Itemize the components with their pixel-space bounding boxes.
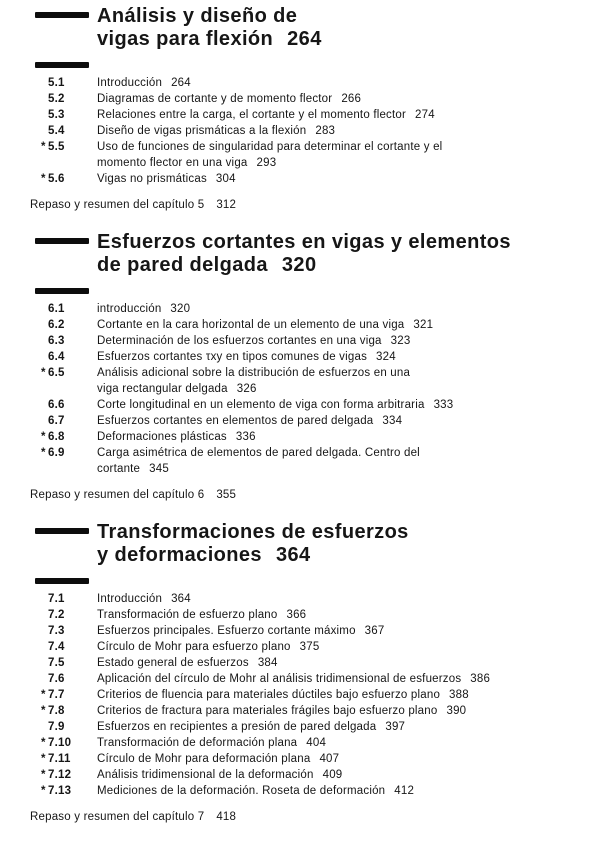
toc-item-text: Esfuerzos en recipientes a presión de pared delgada bbox=[97, 721, 377, 733]
toc-item-text-line bbox=[97, 123, 582, 139]
toc-item-text: Criterios de fractura para materiales frágiles bajo esfuerzo plano bbox=[97, 705, 438, 717]
toc-item bbox=[30, 349, 582, 365]
toc-item-number-value: 7.6 bbox=[48, 673, 65, 685]
toc-item bbox=[30, 413, 582, 429]
toc-item-number-value: 7.3 bbox=[48, 625, 65, 637]
toc-item-body bbox=[97, 671, 582, 687]
chapter-title-line bbox=[97, 28, 582, 51]
chapter-title-line bbox=[97, 231, 582, 254]
chapter-review-label: Repaso y resumen del capítulo 7 bbox=[30, 811, 205, 823]
toc-item-page: 264 bbox=[171, 77, 191, 89]
toc-item-body bbox=[97, 397, 582, 413]
chapter-title-line bbox=[97, 544, 582, 567]
toc-item-text-line bbox=[97, 671, 582, 687]
toc-item-text-line bbox=[97, 381, 582, 397]
toc-item-text-line bbox=[97, 397, 582, 413]
toc-item-page: 364 bbox=[171, 593, 191, 605]
toc-item-number-value: 6.5 bbox=[48, 367, 65, 379]
toc-item-text: Esfuerzos principales. Esfuerzo cortante máximo bbox=[97, 625, 356, 637]
toc-item-number-value: 5.1 bbox=[48, 77, 65, 89]
toc-item-page: 390 bbox=[446, 705, 467, 717]
toc-item-text-line bbox=[97, 655, 582, 671]
toc-item bbox=[30, 767, 582, 783]
toc-item bbox=[30, 123, 582, 139]
toc-item-page: 293 bbox=[256, 157, 277, 169]
toc-item-number bbox=[30, 767, 97, 783]
toc-item-body bbox=[97, 301, 582, 317]
toc-item-text: Relaciones entre la carga, el cortante y el momento flector bbox=[97, 109, 407, 121]
toc-item-body bbox=[97, 767, 582, 783]
toc-item-text-line bbox=[97, 623, 582, 639]
chapter-rule-top bbox=[35, 528, 89, 534]
toc-item-text-line bbox=[97, 703, 582, 719]
toc-item-number-value: 7.8 bbox=[48, 705, 65, 717]
toc-item-text-line bbox=[97, 719, 582, 735]
toc-item-text: Diagramas de cortante y de momento flector bbox=[97, 93, 333, 105]
toc-item-page: 266 bbox=[341, 93, 362, 105]
toc-item-star: * bbox=[41, 785, 46, 797]
toc-item-number-value: 7.10 bbox=[48, 737, 72, 749]
toc-item bbox=[30, 75, 582, 91]
toc-item-body bbox=[97, 607, 582, 623]
toc-item-page: 409 bbox=[322, 769, 343, 781]
toc-item-number-value: 5.6 bbox=[48, 173, 65, 185]
toc-item-number bbox=[30, 397, 97, 413]
toc-item-number bbox=[30, 301, 97, 317]
toc-item-number-value: 5.2 bbox=[48, 93, 65, 105]
toc-item-text: introducción bbox=[97, 303, 162, 315]
toc-item-star: * bbox=[41, 689, 46, 701]
toc-item bbox=[30, 91, 582, 107]
toc-item-body bbox=[97, 123, 582, 139]
toc-item-text-line bbox=[97, 751, 582, 767]
toc-item-text-line bbox=[97, 461, 582, 477]
toc-item bbox=[30, 671, 582, 687]
chapter-header bbox=[30, 231, 582, 277]
toc-item-page: 333 bbox=[433, 399, 454, 411]
toc-item-number bbox=[30, 607, 97, 623]
toc-item-text: Esfuerzos cortantes τxy en tipos comunes de vigas bbox=[97, 351, 368, 363]
toc-item-number bbox=[30, 107, 97, 123]
toc-item-page: 326 bbox=[236, 383, 257, 395]
section-list bbox=[30, 75, 582, 187]
chapter-review bbox=[30, 811, 582, 823]
chapter-review-page: 418 bbox=[216, 811, 237, 823]
toc-item-text: Análisis adicional sobre la distribución de esfuerzos en una bbox=[97, 367, 411, 379]
toc-item-page: 404 bbox=[306, 737, 327, 749]
toc-item-star: * bbox=[41, 431, 46, 443]
toc-item-body bbox=[97, 591, 582, 607]
toc-item-number-value: 6.1 bbox=[48, 303, 65, 315]
toc-item-body bbox=[97, 317, 582, 333]
chapter-title bbox=[97, 231, 582, 277]
toc-item-body bbox=[97, 429, 582, 445]
toc-item-text: Criterios de fluencia para materiales dúctiles bajo esfuerzo plano bbox=[97, 689, 441, 701]
toc-item-body bbox=[97, 639, 582, 655]
toc-item-body bbox=[97, 445, 582, 477]
toc-item bbox=[30, 317, 582, 333]
toc-item-number bbox=[30, 687, 97, 703]
toc-item-number bbox=[30, 655, 97, 671]
toc-item-page: 407 bbox=[319, 753, 340, 765]
toc-item-text: Transformación de esfuerzo plano bbox=[97, 609, 278, 621]
toc-item-number bbox=[30, 783, 97, 799]
section-list bbox=[30, 301, 582, 477]
toc-item-text: momento flector en una viga bbox=[97, 157, 248, 169]
toc-item-text-line bbox=[97, 429, 582, 445]
toc-item-text: Corte longitudinal en un elemento de viga con forma arbitraria bbox=[97, 399, 425, 411]
toc-item bbox=[30, 639, 582, 655]
toc-item-star: * bbox=[41, 447, 46, 459]
toc-item-number-value: 6.7 bbox=[48, 415, 65, 427]
toc-item bbox=[30, 751, 582, 767]
toc-item-text: Introducción bbox=[97, 77, 163, 89]
toc-item-text: Cortante en la cara horizontal de un elemento de una viga bbox=[97, 319, 405, 331]
chapter-rule-top bbox=[35, 238, 89, 244]
toc-item-body bbox=[97, 687, 582, 703]
toc-item-text: Uso de funciones de singularidad para determinar el cortante y el bbox=[97, 141, 443, 153]
toc-item bbox=[30, 623, 582, 639]
toc-item-number-value: 6.4 bbox=[48, 351, 65, 363]
toc-item-text: Introducción bbox=[97, 593, 163, 605]
toc-item-text-line bbox=[97, 687, 582, 703]
toc-item bbox=[30, 655, 582, 671]
toc-item-number bbox=[30, 349, 97, 365]
toc-item-text-line bbox=[97, 139, 582, 155]
toc-item-text-line bbox=[97, 413, 582, 429]
toc-item-page: 324 bbox=[376, 351, 396, 363]
chapter-title-line bbox=[97, 5, 582, 28]
toc-item-number-value: 5.5 bbox=[48, 141, 65, 153]
toc-item-page: 274 bbox=[415, 109, 435, 121]
toc-item-text-line bbox=[97, 91, 582, 107]
toc-item-number-value: 7.1 bbox=[48, 593, 65, 605]
toc-item-body bbox=[97, 171, 582, 187]
toc-item-number bbox=[30, 639, 97, 655]
toc-item-number bbox=[30, 317, 97, 333]
toc-item-number bbox=[30, 75, 97, 91]
toc-item-number bbox=[30, 91, 97, 107]
toc-item-star: * bbox=[41, 769, 46, 781]
toc-item-body bbox=[97, 783, 582, 799]
toc-item-number bbox=[30, 735, 97, 751]
toc-item-page: 367 bbox=[364, 625, 385, 637]
toc-item-text-line bbox=[97, 349, 582, 365]
chapter-rule-bottom bbox=[35, 62, 89, 68]
toc-item-text: Transformación de deformación plana bbox=[97, 737, 298, 749]
toc-item-body bbox=[97, 333, 582, 349]
toc-item-body bbox=[97, 735, 582, 751]
toc-item-text-line bbox=[97, 591, 582, 607]
toc-item-page: 283 bbox=[315, 125, 336, 137]
toc-item-number bbox=[30, 751, 97, 767]
chapter-title-text: Transformaciones de esfuerzos bbox=[97, 521, 409, 543]
toc-item bbox=[30, 703, 582, 719]
chapter-rule-top bbox=[35, 12, 89, 18]
toc-item-text: Vigas no prismáticas bbox=[97, 173, 207, 185]
toc-item-page: 388 bbox=[449, 689, 469, 701]
toc-item-text-line bbox=[97, 365, 582, 381]
toc-item bbox=[30, 301, 582, 317]
toc-item-page: 412 bbox=[394, 785, 415, 797]
chapter-title-text: Esfuerzos cortantes en vigas y elementos bbox=[97, 231, 511, 253]
toc-item-text: Círculo de Mohr para deformación plana bbox=[97, 753, 311, 765]
toc-item-text-line bbox=[97, 735, 582, 751]
toc-item-text-line bbox=[97, 107, 582, 123]
chapter-section bbox=[30, 521, 582, 823]
toc-item-body bbox=[97, 349, 582, 365]
toc-item-number bbox=[30, 171, 97, 187]
toc-item-text: Círculo de Mohr para esfuerzo plano bbox=[97, 641, 291, 653]
section-list bbox=[30, 591, 582, 799]
toc-item-body bbox=[97, 139, 582, 171]
toc-item-page: 320 bbox=[170, 303, 191, 315]
toc-item-page: 397 bbox=[385, 721, 406, 733]
toc-item-body bbox=[97, 623, 582, 639]
toc-item bbox=[30, 171, 582, 187]
toc-item bbox=[30, 687, 582, 703]
toc-item-text: Mediciones de la deformación. Roseta de deformación bbox=[97, 785, 386, 797]
toc-item-text-line bbox=[97, 155, 582, 171]
toc-item-body bbox=[97, 703, 582, 719]
toc-item-text: Deformaciones plásticas bbox=[97, 431, 227, 443]
chapter-rule-bottom bbox=[35, 288, 89, 294]
toc-item-body bbox=[97, 75, 582, 91]
toc-item-number bbox=[30, 333, 97, 349]
toc-item-body bbox=[97, 751, 582, 767]
toc-item-star: * bbox=[41, 705, 46, 717]
toc-item-number-value: 7.9 bbox=[48, 721, 65, 733]
toc-item-body bbox=[97, 365, 582, 397]
toc-item-text-line bbox=[97, 333, 582, 349]
chapter-section bbox=[30, 231, 582, 501]
chapter-title-text: Análisis y diseño de bbox=[97, 5, 298, 27]
toc-item-text: Aplicación del círculo de Mohr al análisis tridimensional de esfuerzos bbox=[97, 673, 462, 685]
chapter-rule-bottom bbox=[35, 578, 89, 584]
toc-item-page: 323 bbox=[390, 335, 411, 347]
toc-item-body bbox=[97, 413, 582, 429]
toc-item bbox=[30, 107, 582, 123]
toc-item-number bbox=[30, 413, 97, 429]
toc-item-star: * bbox=[41, 753, 46, 765]
toc-item bbox=[30, 365, 582, 397]
chapter-review-label: Repaso y resumen del capítulo 6 bbox=[30, 489, 205, 501]
toc-item-body bbox=[97, 719, 582, 735]
toc-item-number-value: 7.2 bbox=[48, 609, 65, 621]
toc-item-star: * bbox=[41, 173, 46, 185]
toc-item-page: 304 bbox=[215, 173, 236, 185]
toc-item-page: 334 bbox=[382, 415, 403, 427]
toc-item-number-value: 6.9 bbox=[48, 447, 65, 459]
toc-item-page: 321 bbox=[413, 319, 434, 331]
toc-item-body bbox=[97, 91, 582, 107]
toc-item-text-line bbox=[97, 783, 582, 799]
toc-item-number-value: 7.13 bbox=[48, 785, 72, 797]
toc-item-text-line bbox=[97, 75, 582, 91]
chapter-review-page: 312 bbox=[216, 199, 237, 211]
chapter-header bbox=[30, 521, 582, 567]
toc-item-page: 384 bbox=[257, 657, 278, 669]
toc-item-number-value: 5.4 bbox=[48, 125, 65, 137]
chapter-title-text: y deformaciones bbox=[97, 544, 262, 566]
toc-item-number bbox=[30, 445, 97, 477]
toc-item-star: * bbox=[41, 141, 46, 153]
chapter-section bbox=[30, 5, 582, 211]
toc-item bbox=[30, 445, 582, 477]
toc-item-number bbox=[30, 123, 97, 139]
toc-item bbox=[30, 429, 582, 445]
toc-item-number-value: 7.12 bbox=[48, 769, 72, 781]
toc-item-number-value: 7.5 bbox=[48, 657, 65, 669]
toc-item-text-line bbox=[97, 639, 582, 655]
toc-item-number bbox=[30, 719, 97, 735]
toc-item-number bbox=[30, 429, 97, 445]
toc-item-page: 386 bbox=[470, 673, 491, 685]
chapter-header bbox=[30, 5, 582, 51]
toc-item-number bbox=[30, 671, 97, 687]
toc-item-number bbox=[30, 591, 97, 607]
toc-item-body bbox=[97, 107, 582, 123]
chapter-title-text: de pared delgada bbox=[97, 254, 268, 276]
toc-item-text-line bbox=[97, 767, 582, 783]
chapter-review-page: 355 bbox=[216, 489, 237, 501]
toc-item-number-value: 6.3 bbox=[48, 335, 65, 347]
chapter-review bbox=[30, 199, 582, 211]
toc-item-page: 375 bbox=[299, 641, 320, 653]
toc-item-text: Diseño de vigas prismáticas a la flexión bbox=[97, 125, 307, 137]
chapter-title bbox=[97, 5, 582, 51]
toc-item-text: Estado general de esfuerzos bbox=[97, 657, 249, 669]
toc-item bbox=[30, 139, 582, 171]
toc-item-star: * bbox=[41, 737, 46, 749]
chapter-page-number: 264 bbox=[287, 28, 322, 50]
toc-item-text: Esfuerzos cortantes en elementos de pared delgada bbox=[97, 415, 374, 427]
toc-item-body bbox=[97, 655, 582, 671]
chapter-title-text: vigas para flexión bbox=[97, 28, 274, 50]
chapter-review bbox=[30, 489, 582, 501]
toc-item-page: 336 bbox=[235, 431, 256, 443]
toc-item-text: Determinación de los esfuerzos cortantes en una viga bbox=[97, 335, 382, 347]
toc-item-number-value: 7.4 bbox=[48, 641, 65, 653]
toc-item-page: 345 bbox=[149, 463, 169, 475]
toc-item-text: viga rectangular delgada bbox=[97, 383, 228, 395]
toc-item-text-line bbox=[97, 317, 582, 333]
toc-item-star: * bbox=[41, 367, 46, 379]
toc-item-text: Análisis tridimensional de la deformación bbox=[97, 769, 314, 781]
toc-item-number-value: 5.3 bbox=[48, 109, 65, 121]
toc-item bbox=[30, 735, 582, 751]
toc-item-text-line bbox=[97, 301, 582, 317]
toc-item-page: 366 bbox=[286, 609, 307, 621]
toc-item-text-line bbox=[97, 607, 582, 623]
chapter-title-line bbox=[97, 521, 582, 544]
toc-item-number-value: 6.8 bbox=[48, 431, 65, 443]
toc-item-number bbox=[30, 623, 97, 639]
toc-item-number-value: 6.6 bbox=[48, 399, 65, 411]
toc-item-text-line bbox=[97, 445, 582, 461]
toc-item bbox=[30, 719, 582, 735]
toc-item bbox=[30, 591, 582, 607]
chapter-page-number: 320 bbox=[281, 254, 317, 276]
toc-item-number bbox=[30, 365, 97, 397]
chapter-title bbox=[97, 521, 582, 567]
toc-item bbox=[30, 333, 582, 349]
chapter-title-line bbox=[97, 254, 582, 277]
toc-item-text: cortante bbox=[97, 463, 141, 475]
toc-item-number bbox=[30, 703, 97, 719]
toc-item-number-value: 7.7 bbox=[48, 689, 65, 701]
toc-item bbox=[30, 397, 582, 413]
toc-item-text-line bbox=[97, 171, 582, 187]
chapter-page-number: 364 bbox=[275, 544, 311, 566]
toc-item-number-value: 7.11 bbox=[48, 753, 71, 765]
toc-item-text: Carga asimétrica de elementos de pared delgada. Centro del bbox=[97, 447, 420, 459]
toc-item-number-value: 6.2 bbox=[48, 319, 65, 331]
toc-item bbox=[30, 783, 582, 799]
toc-item-number bbox=[30, 139, 97, 171]
chapter-review-label: Repaso y resumen del capítulo 5 bbox=[30, 199, 205, 211]
toc-item bbox=[30, 607, 582, 623]
